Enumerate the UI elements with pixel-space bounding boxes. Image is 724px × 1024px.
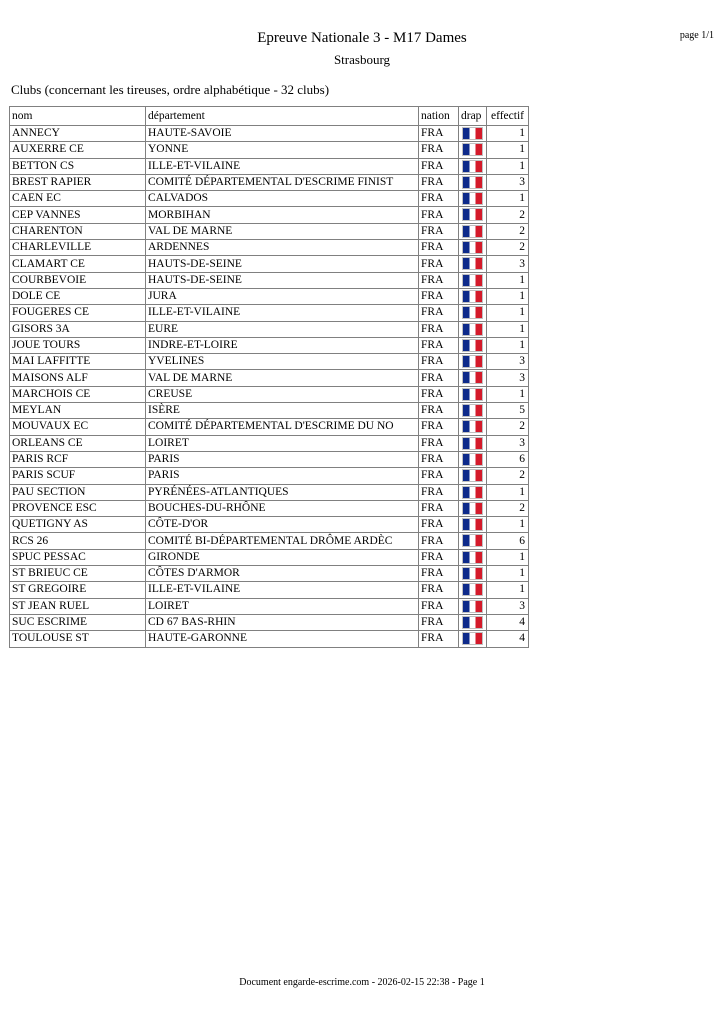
club-nation: FRA <box>419 191 459 207</box>
club-effectif: 1 <box>487 549 529 565</box>
france-flag-icon <box>462 241 483 254</box>
flag-cell <box>459 240 487 256</box>
flag-cell <box>459 288 487 304</box>
club-departement: PARIS <box>146 468 419 484</box>
club-departement: COMITÉ DÉPARTEMENTAL D'ESCRIME FINIST <box>146 174 419 190</box>
table-row <box>10 451 529 467</box>
club-effectif: 1 <box>487 337 529 353</box>
club-effectif: 3 <box>487 435 529 451</box>
club-name: MEYLAN <box>10 403 146 419</box>
club-nation: FRA <box>419 337 459 353</box>
france-flag-icon <box>462 453 483 466</box>
flag-cell <box>459 500 487 516</box>
france-flag-icon <box>462 600 483 613</box>
header-effectif: effectif <box>487 107 529 126</box>
club-nation: FRA <box>419 435 459 451</box>
header-nation: nation <box>419 107 459 126</box>
club-name: PARIS RCF <box>10 451 146 467</box>
flag-cell <box>459 582 487 598</box>
table-header-row <box>10 107 529 126</box>
france-flag-icon <box>462 486 483 499</box>
club-name: MAISONS ALF <box>10 370 146 386</box>
club-effectif: 3 <box>487 354 529 370</box>
club-departement: HAUTS-DE-SEINE <box>146 272 419 288</box>
page-number: page 1/1 <box>679 30 714 41</box>
france-flag-icon <box>462 208 483 221</box>
table-row <box>10 240 529 256</box>
club-nation: FRA <box>419 126 459 142</box>
france-flag-icon <box>462 420 483 433</box>
page-title: Epreuve Nationale 3 - M17 Dames <box>257 30 467 46</box>
club-name: BREST RAPIER <box>10 174 146 190</box>
table-row <box>10 419 529 435</box>
club-departement: HAUTE-SAVOIE <box>146 126 419 142</box>
club-departement: ILLE-ET-VILAINE <box>146 582 419 598</box>
club-name: CHARENTON <box>10 223 146 239</box>
club-name: AUXERRE CE <box>10 142 146 158</box>
club-effectif: 1 <box>487 582 529 598</box>
flag-cell <box>459 256 487 272</box>
france-flag-icon <box>462 355 483 368</box>
france-flag-icon <box>462 583 483 596</box>
club-departement: HAUTE-GARONNE <box>146 631 419 647</box>
club-name: MAI LAFFITTE <box>10 354 146 370</box>
club-effectif: 1 <box>487 191 529 207</box>
flag-cell <box>459 207 487 223</box>
club-nation: FRA <box>419 305 459 321</box>
france-flag-icon <box>462 567 483 580</box>
table-row <box>10 631 529 647</box>
france-flag-icon <box>462 518 483 531</box>
flag-cell <box>459 517 487 533</box>
club-nation: FRA <box>419 256 459 272</box>
club-effectif: 6 <box>487 451 529 467</box>
flag-cell <box>459 223 487 239</box>
flag-cell <box>459 403 487 419</box>
club-nation: FRA <box>419 223 459 239</box>
club-departement: CÔTE-D'OR <box>146 517 419 533</box>
club-nation: FRA <box>419 419 459 435</box>
club-effectif: 4 <box>487 614 529 630</box>
club-departement: ILLE-ET-VILAINE <box>146 305 419 321</box>
club-name: PARIS SCUF <box>10 468 146 484</box>
page-subtitle: Strasbourg <box>333 52 391 67</box>
club-name: COURBEVOIE <box>10 272 146 288</box>
flag-cell <box>459 354 487 370</box>
table-row <box>10 142 529 158</box>
france-flag-icon <box>462 469 483 482</box>
club-name: CEP VANNES <box>10 207 146 223</box>
club-name: RCS 26 <box>10 533 146 549</box>
club-nation: FRA <box>419 240 459 256</box>
club-departement: ILLE-ET-VILAINE <box>146 158 419 174</box>
table-row <box>10 370 529 386</box>
club-departement: ARDENNES <box>146 240 419 256</box>
table-row <box>10 549 529 565</box>
france-flag-icon <box>462 323 483 336</box>
france-flag-icon <box>462 176 483 189</box>
club-departement: YVELINES <box>146 354 419 370</box>
club-effectif: 2 <box>487 223 529 239</box>
table-row <box>10 582 529 598</box>
table-row <box>10 500 529 516</box>
table-row <box>10 256 529 272</box>
club-effectif: 2 <box>487 207 529 223</box>
flag-cell <box>459 549 487 565</box>
club-nation: FRA <box>419 468 459 484</box>
club-departement: COMITÉ BI-DÉPARTEMENTAL DRÔME ARDÈC <box>146 533 419 549</box>
club-effectif: 2 <box>487 419 529 435</box>
france-flag-icon <box>462 437 483 450</box>
club-effectif: 1 <box>487 288 529 304</box>
france-flag-icon <box>462 290 483 303</box>
table-row <box>10 207 529 223</box>
flag-cell <box>459 158 487 174</box>
flag-cell <box>459 451 487 467</box>
table-row <box>10 403 529 419</box>
france-flag-icon <box>462 632 483 645</box>
france-flag-icon <box>462 339 483 352</box>
table-row <box>10 517 529 533</box>
france-flag-icon <box>462 616 483 629</box>
club-effectif: 1 <box>487 305 529 321</box>
table-row <box>10 533 529 549</box>
france-flag-icon <box>462 371 483 384</box>
flag-cell <box>459 631 487 647</box>
club-effectif: 1 <box>487 517 529 533</box>
club-nation: FRA <box>419 451 459 467</box>
club-effectif: 3 <box>487 256 529 272</box>
club-name: GISORS 3A <box>10 321 146 337</box>
club-name: ST GREGOIRE <box>10 582 146 598</box>
club-departement: CREUSE <box>146 386 419 402</box>
table-row <box>10 484 529 500</box>
club-nation: FRA <box>419 549 459 565</box>
club-nation: FRA <box>419 598 459 614</box>
club-departement: JURA <box>146 288 419 304</box>
flag-cell <box>459 419 487 435</box>
club-departement: VAL DE MARNE <box>146 370 419 386</box>
club-effectif: 2 <box>487 240 529 256</box>
club-effectif: 1 <box>487 386 529 402</box>
flag-cell <box>459 321 487 337</box>
page-footer: Document engarde-escrime.com - 2026-02-15 22:38 - Page 1 <box>239 977 485 988</box>
france-flag-icon <box>462 192 483 205</box>
club-departement: BOUCHES-DU-RHÔNE <box>146 500 419 516</box>
france-flag-icon <box>462 502 483 515</box>
club-effectif: 1 <box>487 321 529 337</box>
table-row <box>10 354 529 370</box>
club-nation: FRA <box>419 533 459 549</box>
club-nation: FRA <box>419 566 459 582</box>
club-name: DOLE CE <box>10 288 146 304</box>
club-nation: FRA <box>419 158 459 174</box>
club-nation: FRA <box>419 403 459 419</box>
flag-cell <box>459 370 487 386</box>
club-name: PAU SECTION <box>10 484 146 500</box>
flag-cell <box>459 435 487 451</box>
club-effectif: 3 <box>487 598 529 614</box>
header-nom: nom <box>10 107 146 126</box>
club-nation: FRA <box>419 354 459 370</box>
club-departement: ISÈRE <box>146 403 419 419</box>
club-nation: FRA <box>419 500 459 516</box>
france-flag-icon <box>462 225 483 238</box>
france-flag-icon <box>462 551 483 564</box>
table-body <box>10 126 529 648</box>
flag-cell <box>459 468 487 484</box>
club-name: ANNECY <box>10 126 146 142</box>
club-name: BETTON CS <box>10 158 146 174</box>
table-row <box>10 598 529 614</box>
france-flag-icon <box>462 160 483 173</box>
flag-cell <box>459 174 487 190</box>
club-effectif: 2 <box>487 468 529 484</box>
club-nation: FRA <box>419 582 459 598</box>
club-departement: CALVADOS <box>146 191 419 207</box>
club-effectif: 4 <box>487 631 529 647</box>
flag-cell <box>459 272 487 288</box>
club-name: CAEN EC <box>10 191 146 207</box>
club-name: MOUVAUX EC <box>10 419 146 435</box>
flag-cell <box>459 533 487 549</box>
club-effectif: 3 <box>487 370 529 386</box>
club-name: ST BRIEUC CE <box>10 566 146 582</box>
club-nation: FRA <box>419 386 459 402</box>
flag-cell <box>459 142 487 158</box>
club-departement: GIRONDE <box>146 549 419 565</box>
club-effectif: 3 <box>487 174 529 190</box>
france-flag-icon <box>462 404 483 417</box>
france-flag-icon <box>462 127 483 140</box>
flag-cell <box>459 566 487 582</box>
flag-cell <box>459 126 487 142</box>
flag-cell <box>459 614 487 630</box>
table-row <box>10 126 529 142</box>
table-row <box>10 386 529 402</box>
france-flag-icon <box>462 257 483 270</box>
club-nation: FRA <box>419 142 459 158</box>
club-name: SPUC PESSAC <box>10 549 146 565</box>
flag-cell <box>459 484 487 500</box>
france-flag-icon <box>462 534 483 547</box>
header-departement: département <box>146 107 419 126</box>
table-row <box>10 435 529 451</box>
club-departement: YONNE <box>146 142 419 158</box>
france-flag-icon <box>462 274 483 287</box>
club-name: QUETIGNY AS <box>10 517 146 533</box>
france-flag-icon <box>462 143 483 156</box>
club-effectif: 1 <box>487 484 529 500</box>
flag-cell <box>459 191 487 207</box>
section-title: Clubs (concernant les tireuses, ordre alphabétique - 32 clubs) <box>11 82 330 97</box>
club-departement: MORBIHAN <box>146 207 419 223</box>
flag-cell <box>459 386 487 402</box>
flag-cell <box>459 305 487 321</box>
club-name: ORLEANS CE <box>10 435 146 451</box>
table-row <box>10 566 529 582</box>
club-effectif: 2 <box>487 500 529 516</box>
table-row <box>10 321 529 337</box>
club-name: TOULOUSE ST <box>10 631 146 647</box>
club-departement: CD 67 BAS-RHIN <box>146 614 419 630</box>
club-nation: FRA <box>419 174 459 190</box>
table-row <box>10 288 529 304</box>
club-effectif: 5 <box>487 403 529 419</box>
club-name: CLAMART CE <box>10 256 146 272</box>
club-nation: FRA <box>419 484 459 500</box>
table-row <box>10 337 529 353</box>
club-name: ST JEAN RUEL <box>10 598 146 614</box>
club-name: PROVENCE ESC <box>10 500 146 516</box>
club-nation: FRA <box>419 631 459 647</box>
club-effectif: 6 <box>487 533 529 549</box>
club-departement: HAUTS-DE-SEINE <box>146 256 419 272</box>
club-effectif: 1 <box>487 566 529 582</box>
club-departement: COMITÉ DÉPARTEMENTAL D'ESCRIME DU NO <box>146 419 419 435</box>
flag-cell <box>459 337 487 353</box>
club-nation: FRA <box>419 207 459 223</box>
club-departement: VAL DE MARNE <box>146 223 419 239</box>
table-row <box>10 305 529 321</box>
club-nation: FRA <box>419 614 459 630</box>
table-row <box>10 158 529 174</box>
clubs-table <box>9 106 529 648</box>
club-effectif: 1 <box>487 142 529 158</box>
club-nation: FRA <box>419 272 459 288</box>
header-drap: drap <box>459 107 487 126</box>
table-row <box>10 614 529 630</box>
club-nation: FRA <box>419 370 459 386</box>
club-name: CHARLEVILLE <box>10 240 146 256</box>
france-flag-icon <box>462 306 483 319</box>
club-effectif: 1 <box>487 158 529 174</box>
club-name: FOUGERES CE <box>10 305 146 321</box>
club-name: JOUE TOURS <box>10 337 146 353</box>
club-departement: PYRÉNÉES-ATLANTIQUES <box>146 484 419 500</box>
club-departement: LOIRET <box>146 598 419 614</box>
club-name: SUC ESCRIME <box>10 614 146 630</box>
club-departement: INDRE-ET-LOIRE <box>146 337 419 353</box>
club-effectif: 1 <box>487 272 529 288</box>
table-row <box>10 272 529 288</box>
table-row <box>10 174 529 190</box>
france-flag-icon <box>462 388 483 401</box>
table-row <box>10 468 529 484</box>
flag-cell <box>459 598 487 614</box>
club-departement: PARIS <box>146 451 419 467</box>
club-departement: CÔTES D'ARMOR <box>146 566 419 582</box>
club-nation: FRA <box>419 517 459 533</box>
club-departement: LOIRET <box>146 435 419 451</box>
table-row <box>10 223 529 239</box>
club-effectif: 1 <box>487 126 529 142</box>
club-name: MARCHOIS CE <box>10 386 146 402</box>
club-nation: FRA <box>419 288 459 304</box>
club-nation: FRA <box>419 321 459 337</box>
table-row <box>10 191 529 207</box>
club-departement: EURE <box>146 321 419 337</box>
